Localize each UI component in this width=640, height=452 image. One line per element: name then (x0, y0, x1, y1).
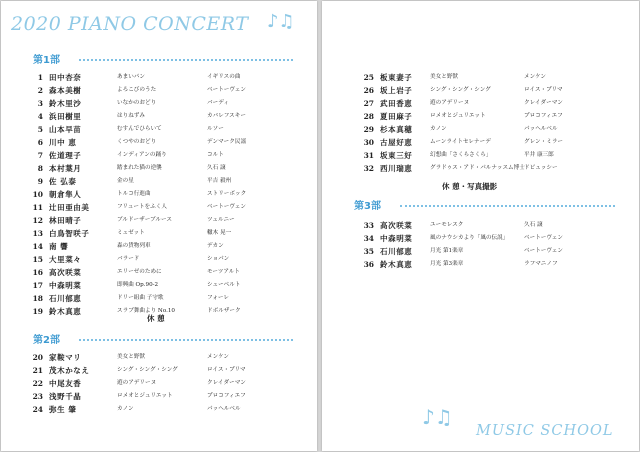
performer-name: 浜田樹里 (49, 112, 82, 121)
item-number: 13 (32, 229, 43, 238)
item-number: 19 (32, 307, 43, 316)
composer-name: メンケン (524, 74, 546, 80)
composer-name: パッヘルベル (207, 406, 241, 412)
piece-title: よろこびのうた (117, 87, 157, 93)
item-number: 25 (363, 73, 374, 82)
piece-title: あまいパン (117, 74, 145, 80)
composer-name: パッヘルベル (524, 126, 558, 132)
part2-divider (79, 339, 293, 341)
part1-divider (79, 59, 293, 61)
item-number: 16 (32, 268, 43, 277)
composer-name: クレイダーマン (207, 380, 246, 386)
piece-title: カノン (117, 406, 134, 412)
performer-name: 夏田麻子 (380, 112, 413, 121)
performer-name: 石川郁恵 (380, 247, 413, 256)
item-number: 15 (32, 255, 43, 264)
performer-name: 川中 恵 (49, 138, 77, 147)
composer-name: ロイス・プリマ (524, 87, 563, 93)
item-number: 35 (363, 247, 374, 256)
left-page (1, 1, 317, 451)
part1-header (1, 51, 317, 65)
part1-label: 第1部 (33, 55, 60, 66)
composer-name: 久石 譲 (207, 165, 226, 171)
composer-name: 久石 譲 (524, 222, 543, 228)
item-number: 29 (363, 125, 374, 134)
performer-name: 白鳥智咲子 (49, 229, 90, 238)
item-number: 14 (32, 242, 43, 251)
piece-title: ムーンライトセレナーデ (430, 139, 491, 145)
composer-name: グレン・ミラー (524, 139, 564, 145)
piece-title: 遊のアデリーヌ (117, 380, 157, 386)
school-name: MUSIC SCHOOL (476, 423, 614, 439)
piece-title: ロメオとジュリエット (430, 113, 486, 119)
performer-name: 山本早苗 (49, 125, 82, 134)
composer-name: クレイダーマン (524, 100, 563, 106)
performer-name: 家鞍マリ (49, 353, 82, 362)
music-notes-icon: ♪♫ (267, 11, 295, 32)
composer-name: ルソー (207, 126, 224, 132)
performer-name: 古屋好恵 (380, 138, 413, 147)
piece-title: エリーゼのために (117, 269, 162, 275)
composer-name: ベートーヴェン (207, 204, 246, 210)
part2-label: 第2部 (33, 335, 60, 346)
item-number: 18 (32, 294, 43, 303)
intermission-photo-label: 休 憩・写真撮影 (442, 182, 498, 191)
composer-name: プロコフィエフ (524, 113, 563, 119)
performer-name: 辻田亜由美 (49, 203, 90, 212)
piece-title: くつやのおどり (117, 139, 157, 145)
performer-name: 弥生 肇 (49, 405, 77, 414)
composer-name: コルト (207, 152, 224, 158)
intermission-label: 休 憩 (147, 314, 165, 323)
concert-title: 2020 PIANO CONCERT (11, 13, 249, 35)
performer-name: 中森明菜 (49, 281, 82, 290)
piece-title: スラブ舞曲より No.10 (117, 308, 175, 314)
composer-name: デカン (207, 243, 224, 249)
item-number: 22 (32, 379, 43, 388)
part3-divider (400, 205, 615, 207)
piece-title: 月光 第3楽章 (430, 261, 464, 267)
piece-title: 踏まれた猫の逆襲 (117, 165, 162, 171)
item-number: 3 (37, 99, 43, 108)
piece-title: ブルドーザーブルース (117, 217, 172, 223)
performer-name: 本村葉月 (49, 164, 82, 173)
piece-title: 月光 第1楽章 (430, 248, 464, 254)
composer-name: ラフマニノフ (524, 261, 558, 267)
composer-name: 平吉 毅州 (207, 178, 232, 184)
item-number: 31 (363, 151, 374, 160)
piece-title: グラドゥス・アド・パルナッスム博士 (430, 165, 525, 171)
piece-title: フリュートをふく人 (117, 204, 167, 210)
composer-name: バーディ (207, 100, 229, 106)
composer-name: ツェルニー (207, 217, 235, 223)
performer-name: 鈴木真恵 (380, 260, 413, 269)
composer-name: ロイス・プリマ (207, 367, 246, 373)
performer-name: 鈴木真恵 (49, 307, 82, 316)
composer-name: カバレフスキー (207, 113, 246, 119)
item-number: 23 (32, 392, 43, 401)
composer-name: プロコフィエフ (207, 393, 246, 399)
item-number: 21 (32, 366, 43, 375)
part3-header (322, 197, 639, 211)
performer-name: 森本美樹 (49, 86, 82, 95)
composer-name: 轍木 晃一 (207, 230, 232, 236)
performer-name: 南 響 (49, 242, 69, 251)
composer-name: ベートーヴェン (207, 87, 246, 93)
composer-name: シューベルト (207, 282, 241, 288)
piece-title: ユーモレスク (430, 222, 464, 228)
piece-title: 風のナウシカより「風の伝説」 (430, 235, 509, 241)
music-notes-icon: ♪♫ (422, 405, 453, 429)
item-number: 7 (37, 151, 43, 160)
part3-label: 第3部 (354, 201, 381, 212)
performer-name: 佐道理子 (49, 151, 82, 160)
item-number: 8 (37, 164, 43, 173)
item-number: 17 (32, 281, 43, 290)
piece-title: バラード (117, 256, 140, 262)
item-number: 1 (37, 73, 43, 82)
piece-title: むすんでひらいて (117, 126, 162, 132)
piece-title: カノン (430, 126, 447, 132)
performer-name: 林田晴子 (49, 216, 82, 225)
composer-name: フォーレ (207, 295, 229, 301)
piece-title: 遊のアデリーヌ (430, 100, 470, 106)
item-number: 12 (32, 216, 43, 225)
item-number: 27 (363, 99, 374, 108)
performer-name: 佐 弘泰 (49, 177, 77, 186)
composer-name: デンマーク民謡 (207, 139, 247, 145)
composer-name: ドボルザーク (207, 308, 241, 314)
composer-name: イギリスの曲 (207, 74, 241, 80)
composer-name: ベートーヴェン (524, 235, 563, 241)
performer-name: 中森明菜 (380, 234, 413, 243)
performer-name: 茂木かなえ (49, 366, 90, 375)
composer-name: ドビュッシー (524, 165, 558, 171)
part2-header (1, 331, 317, 345)
piece-title: シング・シング・シング (430, 87, 491, 93)
piece-title: 森の貨物列車 (117, 243, 151, 249)
performer-name: 大里菜々 (49, 255, 82, 264)
composer-name: ストリーボック (207, 191, 247, 197)
performer-name: 浅野千晶 (49, 392, 82, 401)
performer-name: 高次咲菜 (380, 221, 413, 230)
item-number: 2 (37, 86, 43, 95)
composer-name: ショパン (207, 256, 230, 262)
piece-title: 即興曲 Op.90-2 (117, 282, 159, 288)
performer-name: 鈴木里沙 (49, 99, 82, 108)
piece-title: インディアンの踊り (117, 152, 167, 158)
composer-name: メンケン (207, 354, 229, 360)
piece-title: はりねずみ (117, 113, 145, 119)
item-number: 9 (37, 177, 43, 186)
item-number: 36 (363, 260, 374, 269)
item-number: 11 (32, 203, 43, 212)
item-number: 28 (363, 112, 374, 121)
piece-title: ミュゼット (117, 230, 145, 236)
performer-name: 坂東三好 (380, 151, 413, 160)
performer-name: 坂上岩子 (380, 86, 413, 95)
item-number: 10 (32, 190, 43, 199)
piece-title: 金の星 (117, 178, 134, 184)
item-number: 30 (363, 138, 374, 147)
item-number: 34 (363, 234, 374, 243)
performer-name: 中尾友香 (49, 379, 82, 388)
performer-name: 板東妻子 (380, 73, 413, 82)
item-number: 4 (37, 112, 43, 121)
piece-title: ドリー組曲 子守歌 (117, 295, 164, 301)
item-number: 33 (363, 221, 374, 230)
performer-name: 石川郁恵 (49, 294, 82, 303)
piece-title: ロメオとジュリエット (117, 393, 173, 399)
piece-title: いなかのおどり (117, 100, 157, 106)
performer-name: 西川瑞恵 (380, 164, 413, 173)
item-number: 20 (32, 353, 43, 362)
piece-title: シング・シング・シング (117, 367, 178, 373)
performer-name: 杉本真穂 (380, 125, 413, 134)
item-number: 5 (37, 125, 43, 134)
piece-title: トルコ行進曲 (117, 191, 151, 197)
piece-title: 美女と野獣 (430, 74, 458, 80)
piece-title: 幻想曲「さくらさくら」 (430, 152, 492, 158)
right-page (322, 1, 639, 451)
item-number: 6 (37, 138, 43, 147)
performer-name: 武田香恵 (380, 99, 413, 108)
performer-name: 田中杏奈 (49, 73, 82, 82)
performer-name: 朝倉隼人 (49, 190, 82, 199)
composer-name: 平井 康三郎 (524, 152, 554, 158)
composer-name: ベートーヴェン (524, 248, 563, 254)
item-number: 24 (32, 405, 43, 414)
item-number: 26 (363, 86, 374, 95)
performer-name: 高次咲菜 (49, 268, 82, 277)
composer-name: モーツアルト (207, 269, 240, 275)
piece-title: 美女と野獣 (117, 354, 145, 360)
item-number: 32 (363, 164, 374, 173)
